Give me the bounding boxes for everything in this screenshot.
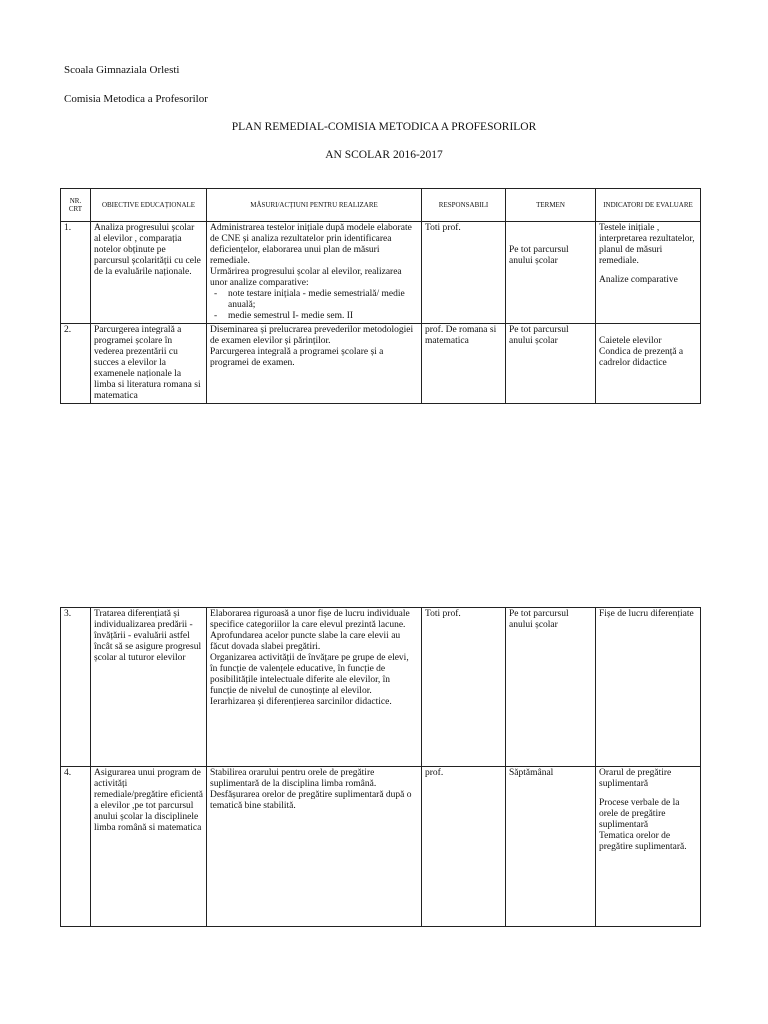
term-cell: Săptămânal [506,767,596,927]
measure-line: Parcurgerea integrală a programei școlare și a programei de examen. [210,347,384,368]
indicators-cell [596,767,701,927]
term-cell: Pe tot parcursul anului școlar [506,608,596,767]
indicators-cell [596,608,701,767]
table-header-row [61,189,701,222]
indicator-line: Orarul de pregătire suplimentară [599,768,672,789]
indicator-line: Caietele elevilor [599,336,662,346]
responsible-cell: Toti prof. [422,608,506,767]
table-row [61,608,701,767]
row-number: 2. [61,324,91,404]
responsible-cell: prof. De romana si matematica [422,324,506,404]
measure-bullet: - note testare inițiala - medie semestrială/ medie anuală; [210,289,418,311]
measures-cell [207,222,422,324]
objective-cell: Asigurarea unui program de activități remediale/pregătire eficientă a elevilor ,pe tot parcursul anului școlar la disciplinele limba română si matematica [91,767,207,927]
row-number: 1. [61,222,91,324]
commission-name: Comisia Metodica a Profesorilor [64,93,208,105]
indicator-line: Testele inițiale , interpretarea rezultatelor, planul de măsuri remediale. [599,223,695,266]
measures-cell [207,608,422,767]
col-header-indicators: INDICATORI DE EVALUARE [596,189,701,222]
indicators-cell [596,222,701,324]
measure-line: Ierarhizarea și diferențierea sarcinilor didactice. [210,697,392,707]
measure-line: Administrarea testelor inițiale după modele elaborate de CNE și analiza rezultatelor prin identificarea deficiențelor, elaborarea unui plan de măsuri remediale. [210,223,412,266]
term-cell [506,222,596,324]
responsible-cell: Toti prof. [422,222,506,324]
table-row [61,324,701,404]
col-header-term: TERMEN [506,189,596,222]
term-cell: Pe tot parcursul anului școlar [506,324,596,404]
indicator-line: Fișe de lucru diferențiate [599,609,694,619]
remedial-plan-table-part-1 [60,188,701,404]
measure-line: Urmărirea progresului școlar al elevilor, realizarea unor analize comparative: [210,267,402,288]
measure-line: Aprofundarea acelor puncte slabe la care elevii au făcut dovada slabei pregătiri. [210,631,401,652]
measure-line: Diseminarea și prelucrarea prevederilor metodologiei de examen elevilor și părinților. [210,325,414,346]
responsible-cell: prof. [422,767,506,927]
row-number: 4. [61,767,91,927]
objective-cell: Parcurgerea integrală a programei școlare în vederea prezentării cu succes a elevilor la examenele naționale la limba si literatura romana si matematica [91,324,207,404]
row-number: 3. [61,608,91,767]
school-name: Scoala Gimnaziala Orlesti [64,64,180,76]
indicator-line: Analize comparative [599,275,678,285]
indicator-line: Procese verbale de la orele de pregătire suplimentară [599,798,680,830]
table-row [61,222,701,324]
col-header-objectives: OBIECTIVE EDUCAȚIONALE [91,189,207,222]
measure-line: Stabilirea orarului pentru orele de pregătire suplimentară de la disciplina limba română. [210,768,377,789]
remedial-plan-table-part-2 [60,607,701,927]
col-header-nr: NR. CRT [61,189,91,222]
col-header-measures: MĂSURI/ACȚIUNI PENTRU REALIZARE [207,189,422,222]
col-header-responsible: RESPONSABILI [422,189,506,222]
school-year: AN SCOLAR 2016-2017 [325,149,443,161]
measure-line: Desfășurarea orelor de pregătire suplimentară după o tematică bine stabilită. [210,790,412,811]
table-row [61,767,701,927]
document-title: PLAN REMEDIAL-COMISIA METODICA A PROFESORILOR [231,121,537,133]
objective-cell: Tratarea diferențiată și individualizarea predării - învățării - evaluării astfel încât să se asigure progresul școlar al tuturor elevilor [91,608,207,767]
measures-cell [207,324,422,404]
indicator-line: Condica de prezență a cadrelor didactice [599,347,684,368]
indicator-line: Tematica orelor de pregătire suplimentară. [599,831,687,852]
measure-line: Organizarea activității de învățare pe grupe de elevi, în funcție de valențele educative, în funcție de posibilitățile intelectuale diferite ale elevilor, în funcție de nivelul de cunoștințe al elevilor. [210,653,409,696]
term-text: Pe tot parcursul anului școlar [509,245,569,266]
indicators-cell [596,324,701,404]
objective-cell: Analiza progresului școlar al elevilor , comparația notelor obținute pe parcursul școlarității cu cele de la evaluările naționale. [91,222,207,324]
measure-line: Elaborarea riguroasă a unor fișe de lucru individuale specifice categoriilor la care elevul prezintă lacune. [210,609,410,630]
measure-bullet: - medie semestrul I- medie sem. II [210,311,418,322]
measures-cell [207,767,422,927]
